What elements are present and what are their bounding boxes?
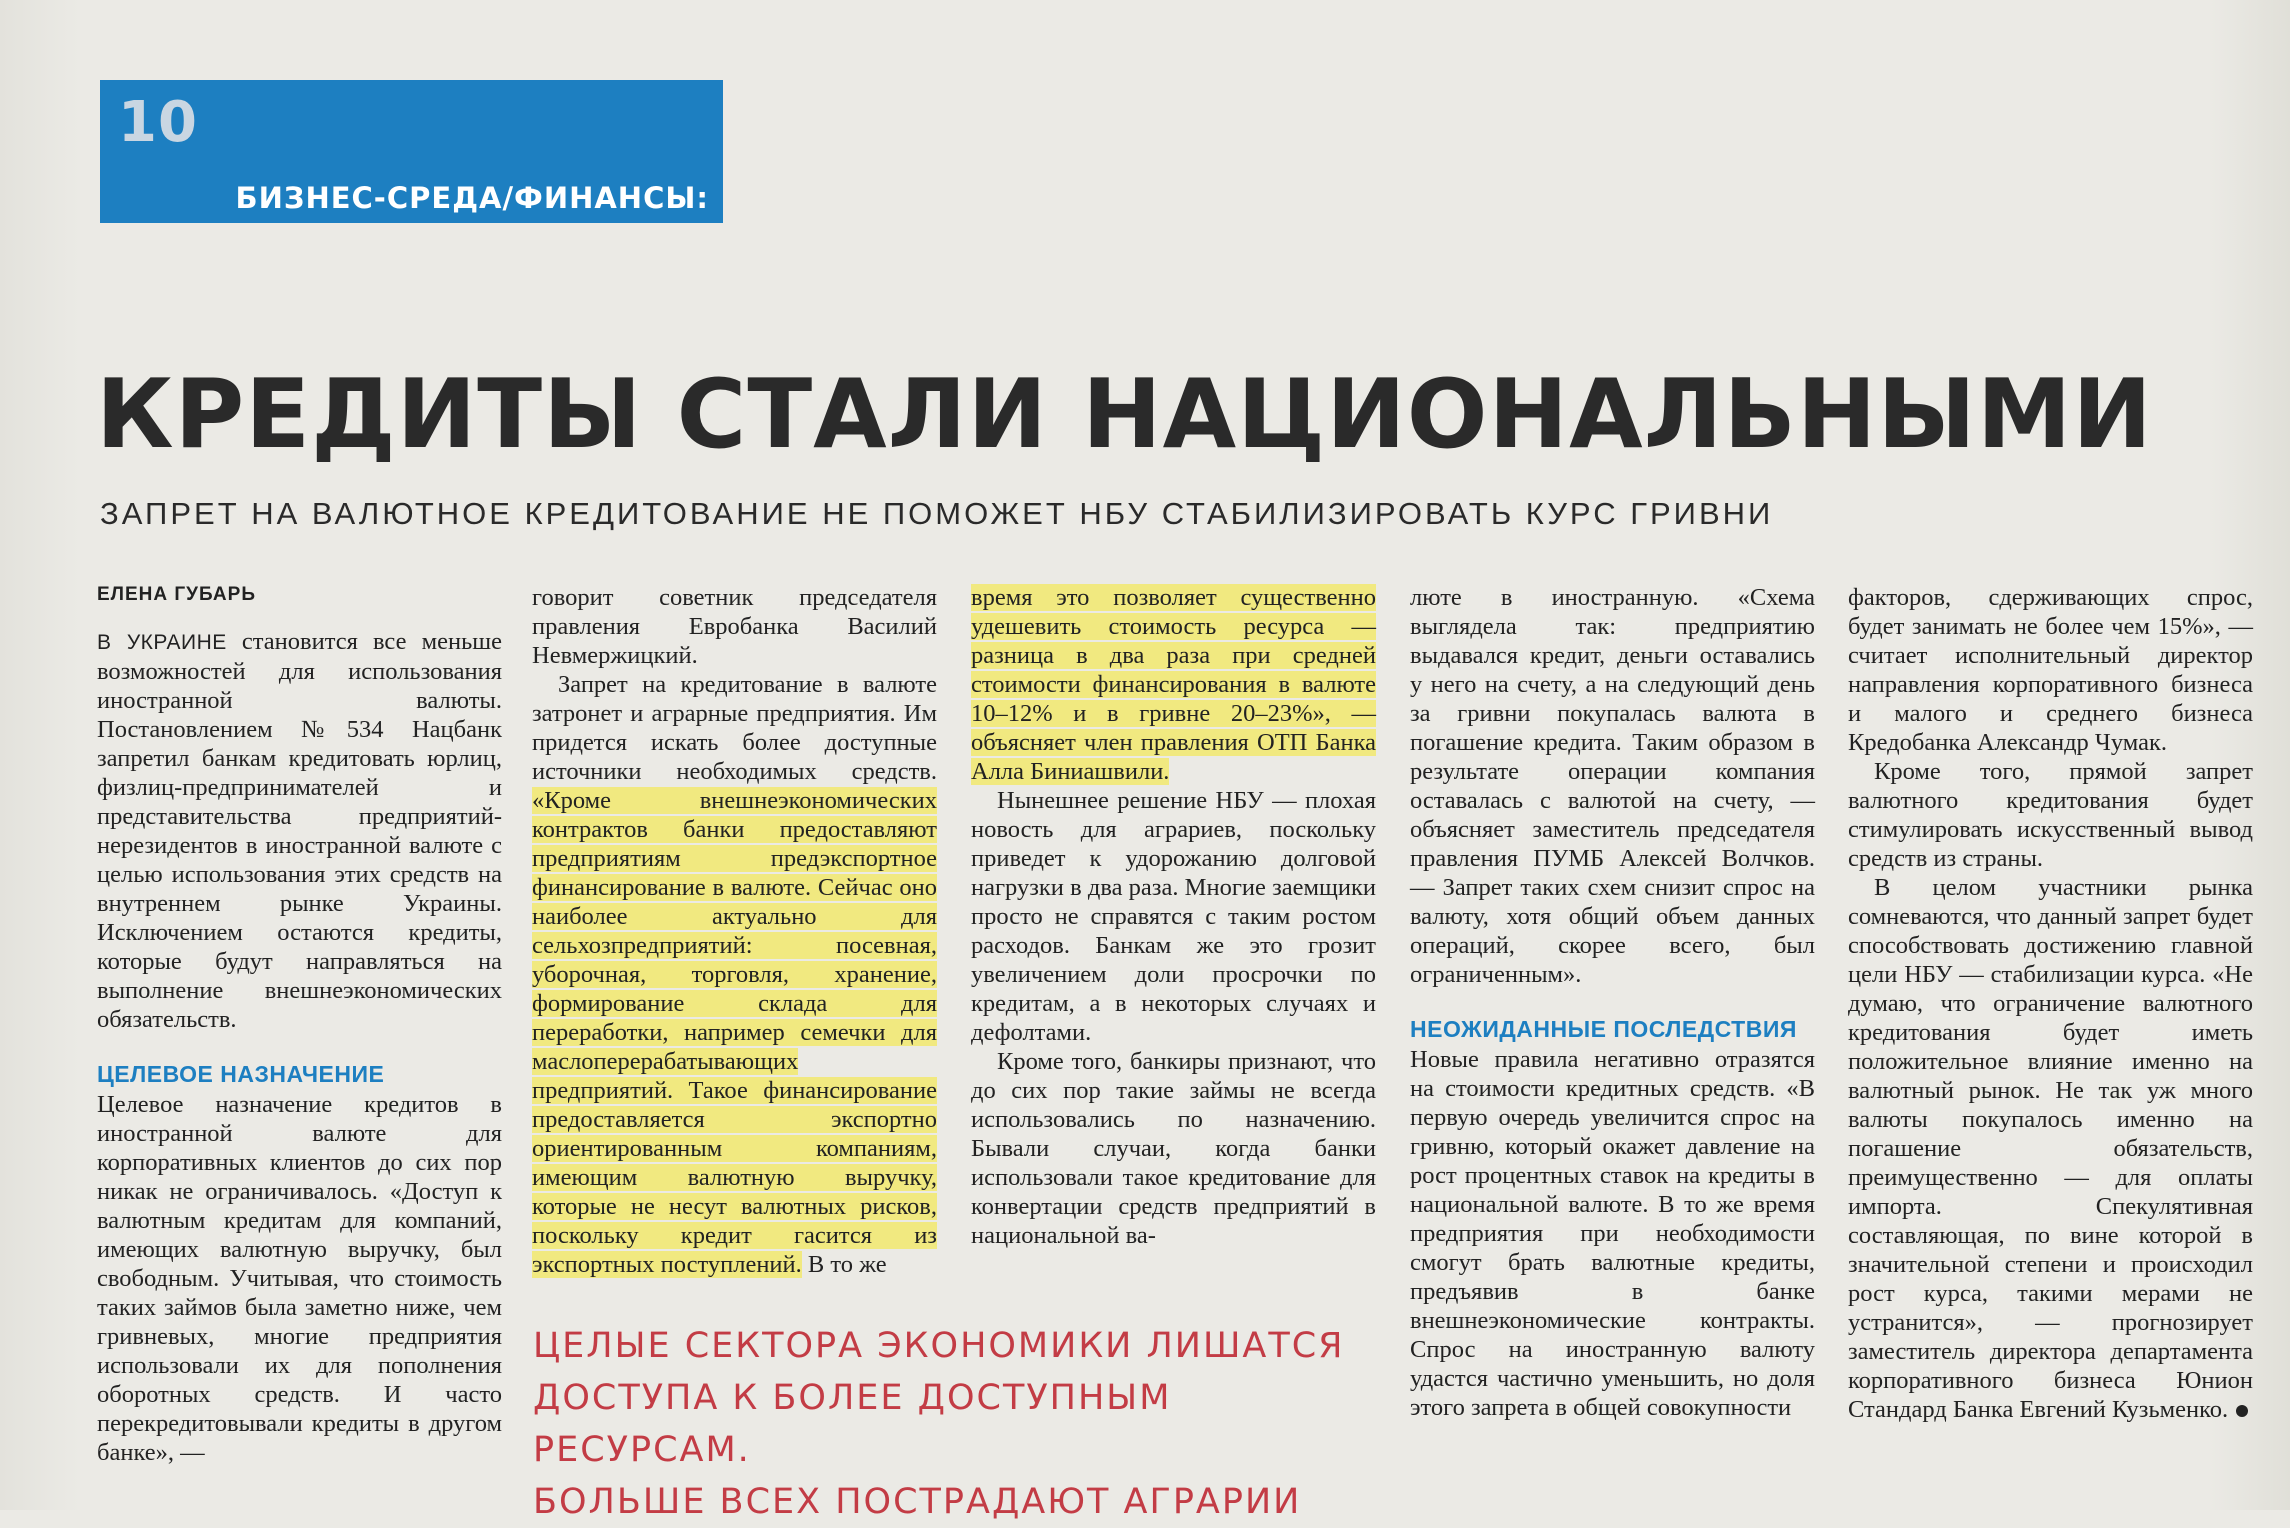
article-subheadline: ЗАПРЕТ НА ВАЛЮТНОЕ КРЕДИТОВАНИЕ НЕ ПОМОЖЕТ НБУ СТАБИЛИЗИРОВАТЬ КУРС ГРИВНИ <box>100 496 1774 531</box>
paragraph: Целевое назначение кредитов в иностранной валюте для корпоративных клиентов до сих пор никак не ограничивалось. «Доступ к валютным кредитам для компаний, имеющих валютную выручку, был свободным. Учитывая, что стоимость таких займов была заметно ниже, чем гривневых, многие предприятия использовали их для пополнения оборотных средств. И часто перекредитовывали кредиты в другом банке», — <box>97 1091 502 1466</box>
pull-quote-line: ДОСТУПА К БОЛЕЕ ДОСТУПНЫМ РЕСУРСАМ. <box>533 1378 1172 1470</box>
article-column-5 <box>1848 583 2253 1424</box>
subhead-target-purpose: ЦЕЛЕВОЕ НАЗНАЧЕНИЕ <box>97 1061 385 1087</box>
pull-quote-line: БОЛЬШЕ ВСЕХ ПОСТРАДАЮТ АГРАРИИ <box>533 1482 1302 1522</box>
subhead-unexpected-consequences: НЕОЖИДАННЫЕ ПОСЛЕДСТВИЯ <box>1410 1016 1797 1042</box>
paragraph: факторов, сдерживающих спрос, будет занимать не более чем 15%», — считает исполнительный директор направления корпоративного бизнеса и малого и среднего бизнеса Кредобанка Александр Чумак. <box>1848 584 2253 756</box>
article-column-2 <box>532 583 937 1279</box>
end-of-article-bullet <box>2236 1405 2248 1417</box>
article-column-1 <box>97 583 502 1467</box>
paragraph: Кроме того, банкиры признают, что до сих пор такие займы не всегда использовались по назначению. Бывали случаи, когда банки использовали такое кредитование для конвертации средств предприятий в национальной ва- <box>971 1048 1376 1249</box>
section-banner <box>100 80 723 223</box>
paragraph <box>532 670 937 1279</box>
paragraph <box>971 583 1376 786</box>
paragraph-text: В то же <box>807 1251 887 1278</box>
paragraph: Нынешнее решение НБУ — плохая новость для аграриев, поскольку приведет к удорожанию долговой нагрузки в два раза. Многие заемщики просто не справятся с таким ростом расходов. Банкам же это грозит увеличением доли просрочки по кредитам, а в некоторых случаях и дефолтами. <box>971 787 1376 1046</box>
paragraph-text: Запрет на кредитование в валюте затронет и аграрные предприятия. Им придется искать более доступные источники необходимых средств. <box>532 671 937 785</box>
paragraph: люте в иностранную. «Схема выглядела так: предприятию выдавался кредит, деньги оставались у него на счету, а на следующий день за гривни покупалась валюта в погашение кредита. Таким образом в результате операции компания оставалась с валютой на счету, — объясняет заместитель председателя правления ПУМБ Алексей Волчков. — Запрет таких схем снизит спрос на валюту, хотя общий объем данных операций, скорее всего, был ограниченным». <box>1410 584 1815 988</box>
article-headline: КРЕДИТЫ СТАЛИ НАЦИОНАЛЬНЫМИ <box>96 360 2153 470</box>
pull-quote-line: ЦЕЛЫЕ СЕКТОРА ЭКОНОМИКИ ЛИШАТСЯ <box>533 1326 1345 1366</box>
highlighted-quote: время это позволяет существенно удешевить стоимость ресурса — разница в два раза при средней стоимости финансирования в валюте 10–12% и в гривне 20–23%», — объясняет член правления ОТП Банка Алла Биниашвили. <box>971 584 1376 785</box>
byline: ЕЛЕНА ГУБАРЬ <box>97 584 256 605</box>
paragraph: Кроме того, прямой запрет валютного кредитования будет стимулировать искусственный вывод средств из страны. <box>1848 758 2253 872</box>
paragraph: Новые правила негативно отразятся на стоимости кредитных средств. «В первую очередь увеличится спрос на гривню, который окажет давление на рост процентных ставок на кредиты в национальной валюте. В то же время предприятия при необходимости смогут брать валютные кредиты, предъявив в банке внешнеэкономические контракты. Спрос на иностранную валюту удастся частично уменьшить, но доля этого запрета в общей совокупности <box>1410 1046 1815 1421</box>
article-column-4 <box>1410 583 1815 1422</box>
lead-word: В УКРАИНЕ <box>97 631 227 654</box>
highlighted-quote: «Кроме внешнеэкономических контрактов банки предоставляют предприятиям предэкспортное финансирование в валюте. Сейчас оно наиболее актуально для сельхозпредприятий: посевная, уборочная, торговля, хранение, формирование склада для переработки, например семечки для маслоперерабатывающих предприятий. Такое финансирование предоставляется экспортно ориентированным компаниям, имеющим валютную выручку, которые не несут валютных рисков, поскольку кредит гасится из экспортных поступлений. <box>532 787 937 1278</box>
section-title: БИЗНЕС-СРЕДА/ФИНАНСЫ: <box>235 181 709 215</box>
paragraph-text: становится все меньше возможностей для использования иностранной валюты. Постановлением №534 Нацбанк запретил банкам кредитовать юрлиц, физлиц-предпринимателей и представительства предприятий-нерезидентов в иностранной валюте с целью использования этих средств на внутреннем рынке Украины. Исключением остаются кредиты, которые будут направляться на выполнение внешнеэкономических обязательств. <box>97 628 502 1033</box>
paragraph-text: В целом участники рынка сомневаются, что данный запрет будет способствовать достижению главной цели НБУ — стабилизации курса. «Не думаю, что ограничение валютного кредитования будет иметь положительное влияние именно на валютный рынок. Не так уж много валюты покупалось именно на погашение обязательств, преимущественно — для оплаты импорта. Спекулятивная составляющая, по вине которой в значительной степени и происходил рост курса, такими мерами не устранится», — прогнозирует заместитель директора департамента корпоративного бизнеса Юнион Стандард Банка Евгений Кузьменко. <box>1848 874 2253 1423</box>
article-column-3 <box>971 583 1376 1250</box>
paragraph <box>1848 873 2253 1424</box>
left-page-bleed <box>0 0 80 1510</box>
paragraph: говорит советник председателя правления Евробанка Василий Невмержицкий. <box>532 584 937 669</box>
page-number: 10 <box>118 90 198 155</box>
pull-quote <box>533 1320 1393 1528</box>
paragraph <box>97 627 502 1034</box>
